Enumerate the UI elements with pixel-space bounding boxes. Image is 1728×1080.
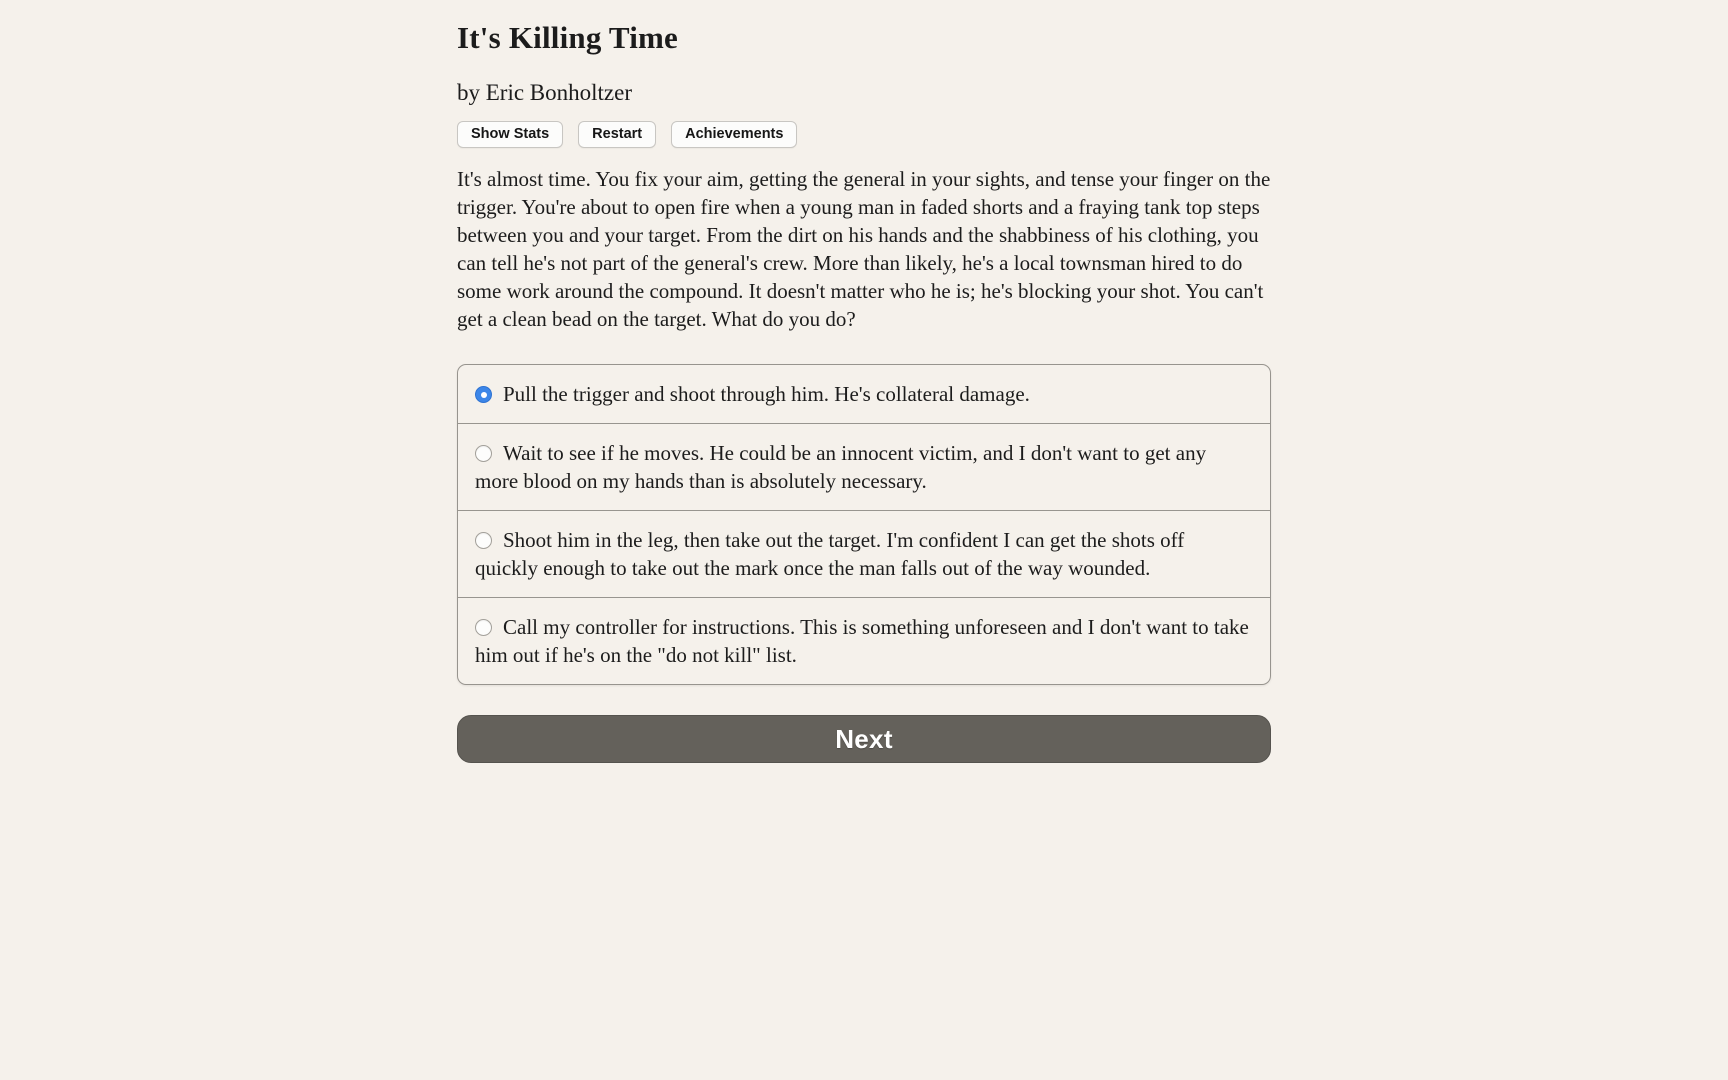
page-title: It's Killing Time xyxy=(457,20,679,55)
choices-group xyxy=(457,364,1271,685)
show-stats-button[interactable]: Show Stats xyxy=(457,121,563,148)
toolbar xyxy=(457,121,1271,148)
next-button[interactable]: Next xyxy=(457,715,1271,763)
choice-option-2[interactable] xyxy=(458,423,1270,510)
choice-label: Wait to see if he moves. He could be an innocent victim, and I don't want to get any more blood on my hands than is absolutely necessary. xyxy=(475,441,1207,493)
choice-label: Shoot him in the leg, then take out the target. I'm confident I can get the shots off quickly enough to take out the mark once the man falls out of the way wounded. xyxy=(475,528,1185,580)
radio-button[interactable] xyxy=(475,445,492,462)
achievements-button[interactable]: Achievements xyxy=(671,121,797,148)
radio-button[interactable] xyxy=(475,619,492,636)
choice-label: Call my controller for instructions. This is something unforeseen and I don't want to take him out if he's on the "do not kill" list. xyxy=(475,615,1249,667)
radio-button[interactable] xyxy=(475,532,492,549)
story-text: It's almost time. You fix your aim, getting the general in your sights, and tense your finger on the trigger. You're about to open fire when a young man in faded shorts and a fraying tank top steps between you and your target. From the dirt on his hands and the shabbiness of his clothing, you can tell he's not part of the general's crew. More than likely, he's a local townsman hired to do some work around the compound. It doesn't matter who he is; he's blocking your shot. You can't get a clean bead on the target. What do you do? xyxy=(457,167,1271,331)
game-content xyxy=(457,0,1271,763)
radio-button[interactable] xyxy=(475,386,492,403)
choice-label: Pull the trigger and shoot through him. He's collateral damage. xyxy=(503,382,1030,406)
author-byline: by Eric Bonholtzer xyxy=(457,80,633,105)
choice-option-3[interactable] xyxy=(458,510,1270,597)
choice-option-1[interactable] xyxy=(458,365,1270,423)
restart-button[interactable]: Restart xyxy=(578,121,656,148)
choice-option-4[interactable] xyxy=(458,597,1270,684)
